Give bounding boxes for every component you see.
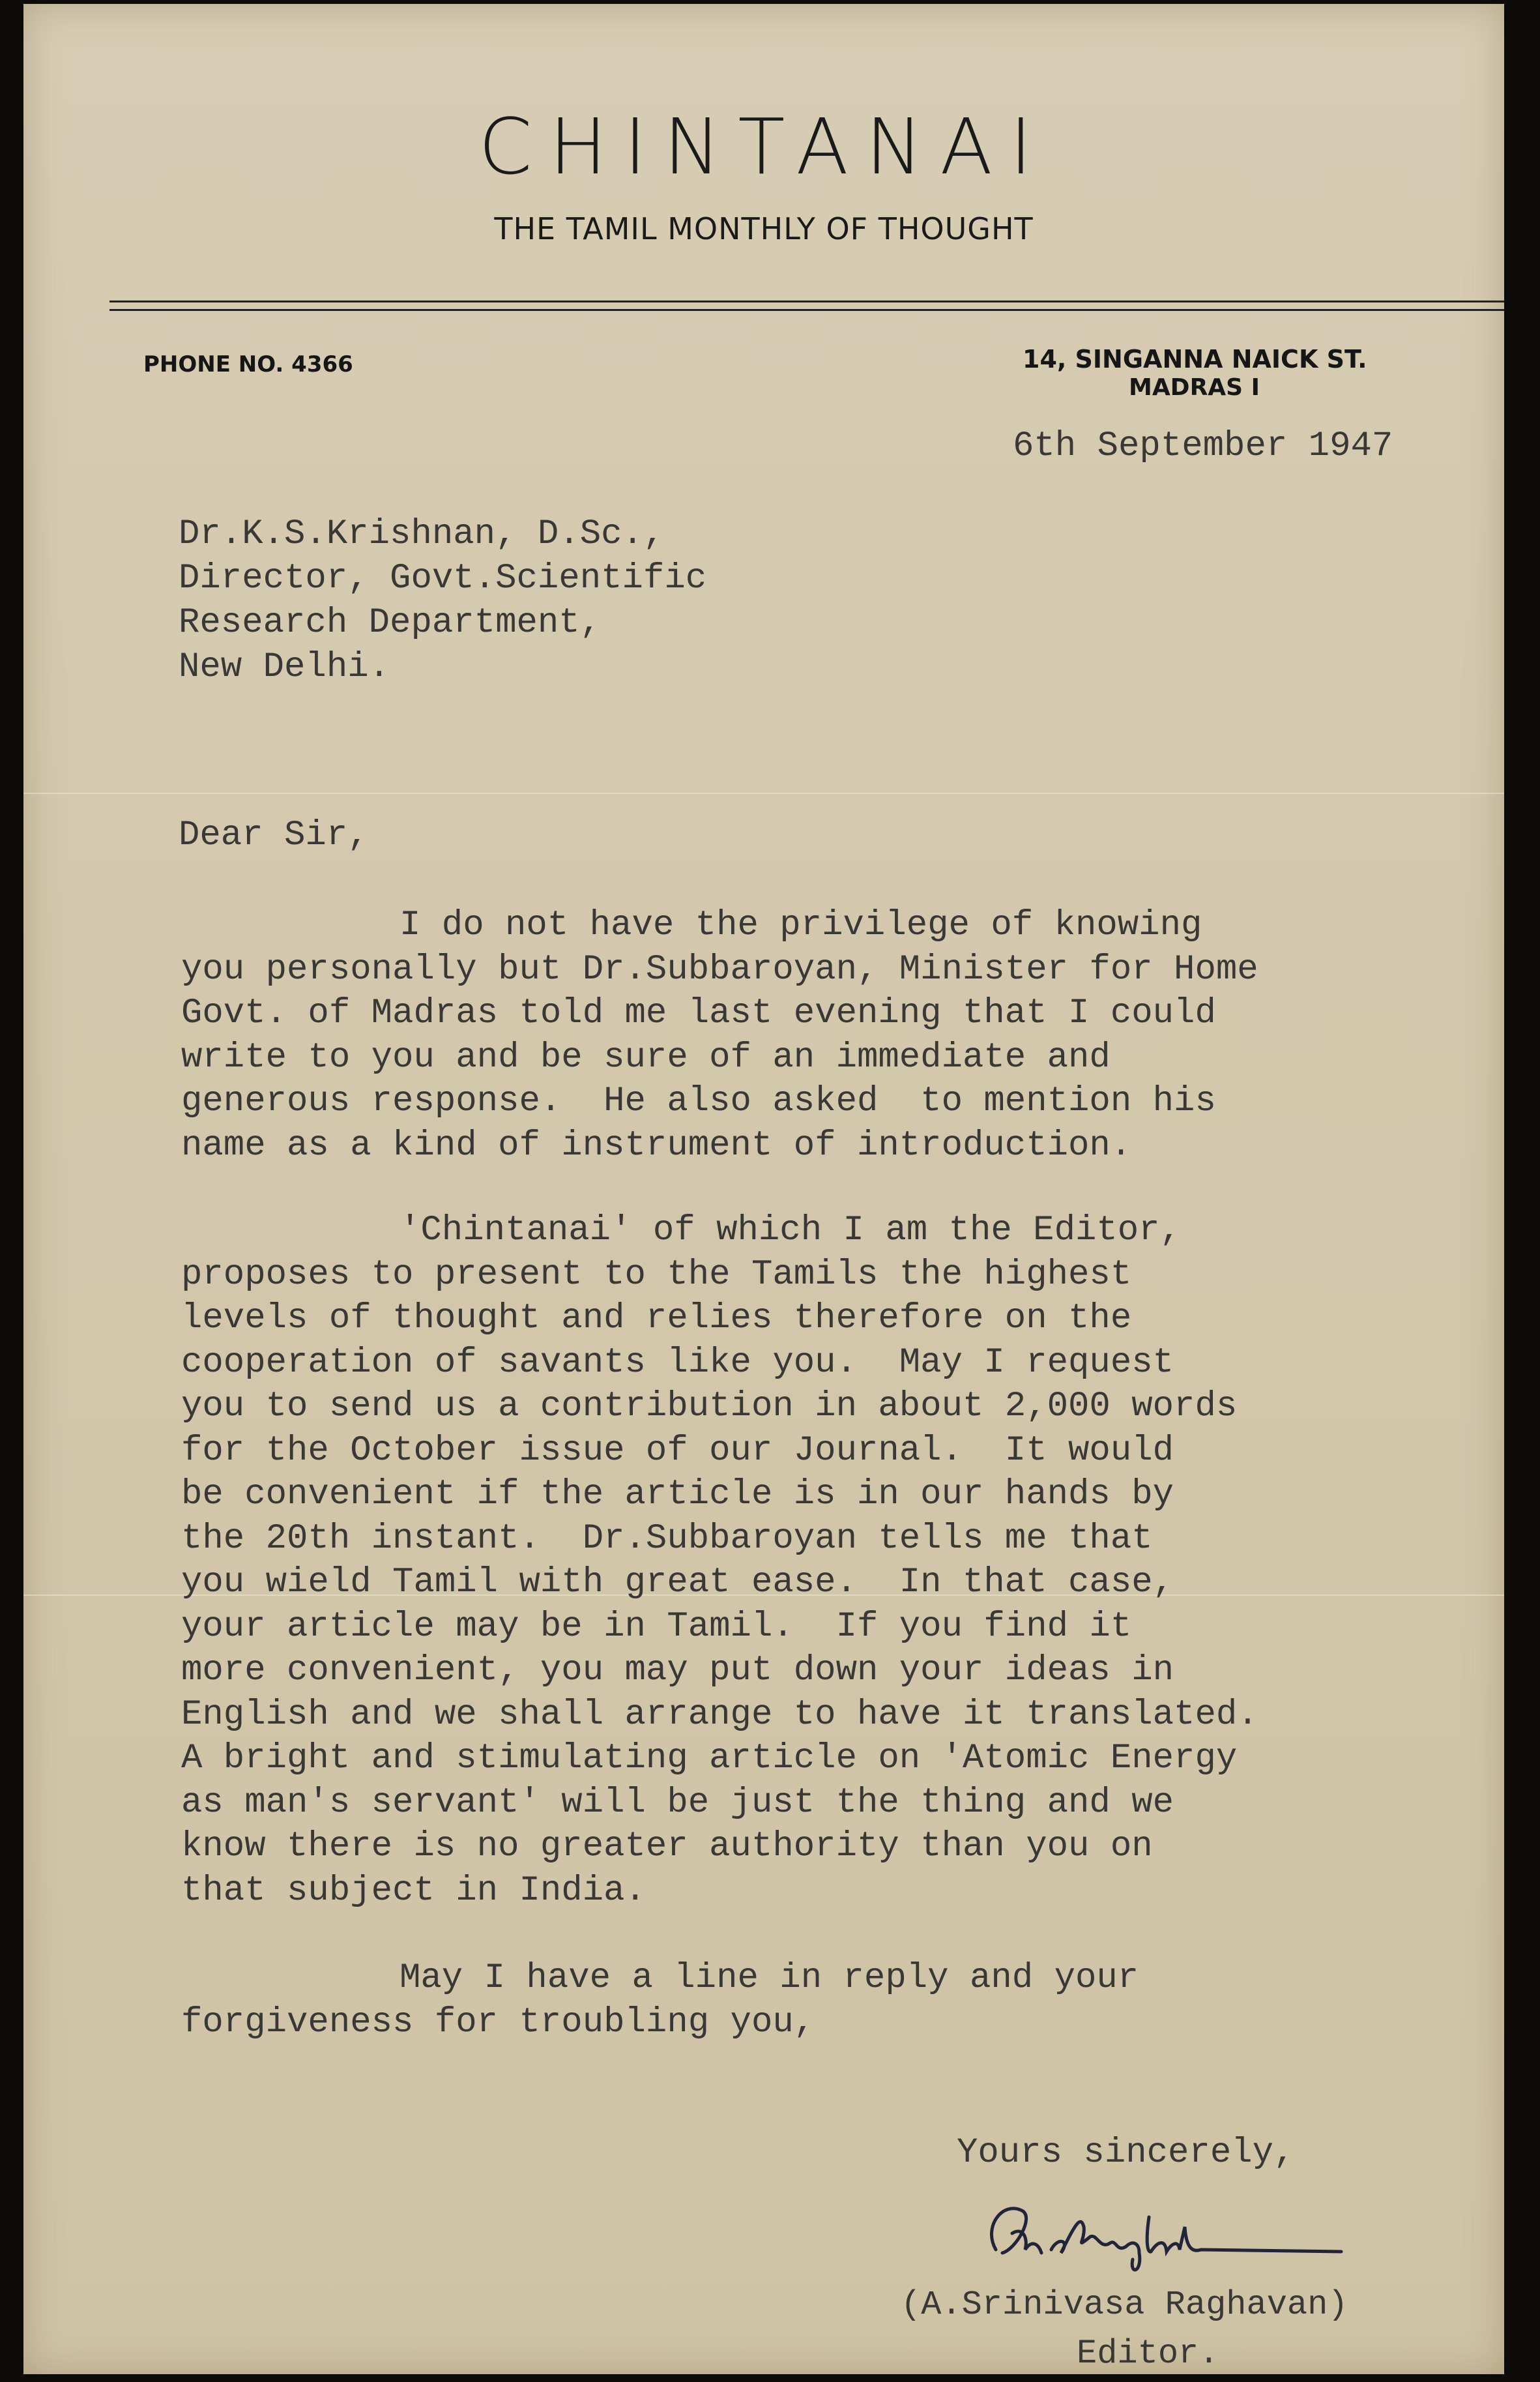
recipient-address [179,512,706,690]
body-line: for the October issue of our Journal. It would [181,1430,1174,1471]
body-line: cooperation of savants like you. May I request [181,1342,1174,1383]
body-line: as man's servant' will be just the thing and we [181,1782,1174,1823]
body-line: you personally but Dr.Subbaroyan, Minister for Home [181,949,1258,990]
body-line: the 20th instant. Dr.Subbaroyan tells me that [181,1518,1153,1559]
body-line: I do not have the privilege of knowing [400,905,1202,945]
body-line: A bright and stimulating article on 'Atomic Energy [181,1739,1238,1778]
letter-date: 6th September 1947 [1013,426,1393,466]
phone-number: PHONE NO. 4366 [143,351,353,377]
recipient-line: Dr.K.S.Krishnan, D.Sc., [179,514,665,554]
body-line: more convenient, you may put down your ideas in [181,1651,1174,1690]
handwritten-signature [976,2188,1367,2286]
body-line: you wield Tamil with great ease. In that case, [181,1563,1174,1602]
body-line: 'Chintanai' of which I am the Editor, [400,1211,1181,1250]
body-line: proposes to present to the Tamils the highest [181,1254,1132,1295]
recipient-line: Director, Govt.Scientific [179,559,707,598]
salutation: Dear Sir, [179,816,369,855]
body-paragraph-3 [181,1956,1139,2044]
body-line: May I have a line in reply and your [400,1958,1139,1998]
body-line: know there is no greater authority than you on [181,1827,1153,1866]
masthead-title: CHINTANAI [478,102,1049,192]
letter-sheet [23,4,1504,2374]
body-line: levels of thought and relies therefore on the [181,1299,1132,1338]
closing: Yours sincerely, [957,2133,1295,2173]
letterhead-rule-bottom [109,309,1504,311]
body-paragraph-2 [181,1209,1258,1913]
body-line: Govt. of Madras told me last evening that I could [181,993,1216,1033]
letterhead-rule-top [109,301,1504,302]
address-line-1: 14, SINGANNA NAICK ST. [1023,345,1367,374]
paper-crease [23,793,1504,794]
address-line-2: MADRAS I [1129,374,1260,401]
recipient-line: Research Department, [179,603,602,643]
signatory-title: Editor. [1077,2334,1219,2373]
body-line: your article may be in Tamil. If you find it [181,1606,1132,1647]
body-line: write to you and be sure of an immediate and [181,1037,1111,1078]
body-line: generous response. He also asked to mention his [181,1081,1216,1121]
body-line: name as a kind of instrument of introduction. [181,1125,1132,1166]
body-line: you to send us a contribution in about 2,000 words [181,1387,1238,1426]
body-line: English and we shall arrange to have it translated. [181,1694,1258,1735]
signatory-name: (A.Srinivasa Raghavan) [901,2286,1348,2324]
body-line: be convenient if the article is in our hands by [181,1475,1174,1514]
body-paragraph-1 [181,904,1258,1168]
masthead-tagline: THE TAMIL MONTHLY OF THOUGHT [494,211,1034,246]
body-line: that subject in India. [181,1870,646,1911]
recipient-line: New Delhi. [179,647,390,687]
body-line: forgiveness for troubling you, [181,2002,815,2042]
